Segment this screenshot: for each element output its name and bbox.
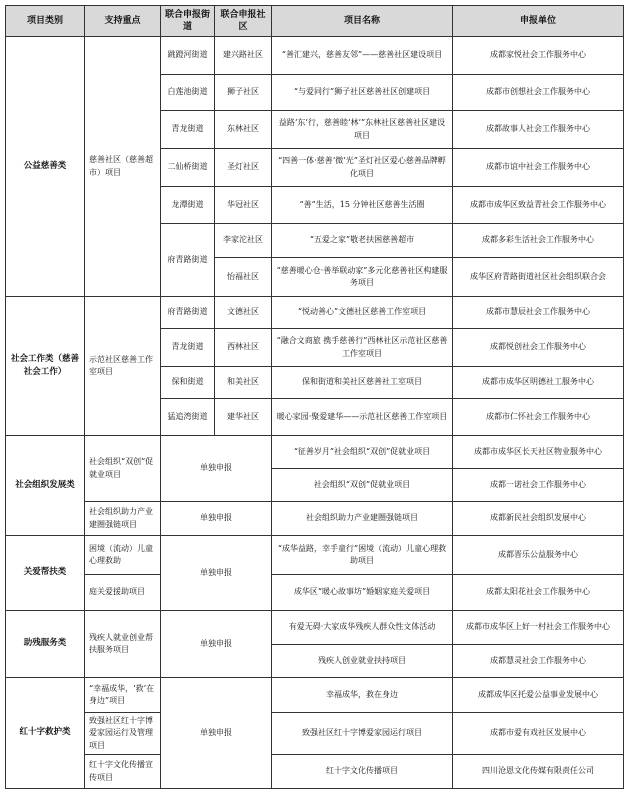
street-cell: 保和街道 [161,367,215,399]
header-category: 项目类别 [6,6,85,37]
project-cell: 残疾人创业就业扶持项目 [272,645,453,678]
header-focus: 支持重点 [85,6,161,37]
header-community: 联合申报社区 [215,6,272,37]
unit-cell: 成都晋乐公益服务中心 [453,536,624,575]
joint-cell: 单独申报 [161,678,272,789]
table-row [6,678,624,713]
project-cell: 有爱无碍·大家成华残疾人群众性文体活动 [272,611,453,645]
unit-cell: 成都悦创社会工作服务中心 [453,329,624,367]
project-cell: 社会组织“双创”促就业项目 [272,469,453,502]
unit-cell: 成都成华区托爱公益事业发展中心 [453,678,624,713]
unit-cell: 成都市成华区上好一村社会工作服务中心 [453,611,624,645]
unit-cell: 成都市成华区长天社区物业服务中心 [453,436,624,469]
unit-cell: 成都市谊中社会工作服务中心 [453,149,624,187]
project-cell: “四善一体·慈善‘微’光”圣灯社区爱心慈善品牌孵化项目 [272,149,453,187]
table-row [6,536,624,575]
table-row [6,37,624,75]
street-cell: 跳蹬河街道 [161,37,215,75]
unit-cell: 成都市成华区明德社工服务中心 [453,367,624,399]
unit-cell: 成都新民社会组织发展中心 [453,502,624,536]
unit-cell: 成都市爱有戏社区发展中心 [453,713,624,755]
header-row [6,6,624,37]
project-cell: “成华益路，幸手童行”困境（流动）儿童心理救助项目 [272,536,453,575]
category-cell: 社会工作类（慈善社会工作） [6,297,85,436]
unit-cell: 成都市创想社会工作服务中心 [453,75,624,111]
community-cell: 西林社区 [215,329,272,367]
project-cell: 红十字文化传播项目 [272,755,453,789]
project-cell: 成华区“暖心故事坊”婚姻家庭关爱项目 [272,575,453,611]
focus-cell: 社会组织“双创”促就业项目 [85,436,161,502]
table-row [6,611,624,645]
project-cell: “慈善暖心仓·善举联动家”多元化慈善社区构建服务项目 [272,258,453,297]
project-cell: “善”生活，15 分钟社区慈善生活圈 [272,187,453,224]
community-cell: 李家沱社区 [215,224,272,258]
project-cell: “悦动善心”文德社区慈善工作室项目 [272,297,453,329]
project-cell: “征善岁月”社会组织“双创”促就业项目 [272,436,453,469]
street-cell: 二仙桥街道 [161,149,215,187]
joint-cell: 单独申报 [161,436,272,502]
focus-cell: 社会组织助力产业建圈强链项目 [85,502,161,536]
street-cell: 府青路街道 [161,297,215,329]
community-cell: 和美社区 [215,367,272,399]
focus-cell: 致强社区红十字博爱家园运行及管理项目 [85,713,161,755]
header-street: 联合申报街道 [161,6,215,37]
project-cell: “善汇建兴，慈善友邻”——慈善社区建设项目 [272,37,453,75]
community-cell: 华冠社区 [215,187,272,224]
table-row [6,502,624,536]
table-row [6,713,624,755]
focus-cell: “幸福成华，‘救’在身边”项目 [85,678,161,713]
community-cell: 东林社区 [215,111,272,149]
street-cell: 白莲池街道 [161,75,215,111]
table-row [6,575,624,611]
joint-cell: 单独申报 [161,536,272,611]
project-cell: “与爱同行”狮子社区慈善社区创建项目 [272,75,453,111]
focus-cell: 残疾人就业创业帮扶服务项目 [85,611,161,678]
project-cell: 暖心家园·聚爱建华——示范社区慈善工作室项目 [272,399,453,436]
unit-cell: 成都故事人社会工作服务中心 [453,111,624,149]
street-cell: 龙潭街道 [161,187,215,224]
street-cell: 青龙街道 [161,111,215,149]
project-cell: 幸福成华，救在身边 [272,678,453,713]
community-cell: 建兴路社区 [215,37,272,75]
project-cell: “五爱之家”敬老扶困慈善超市 [272,224,453,258]
unit-cell: 成都太阳花社会工作服务中心 [453,575,624,611]
table-row [6,436,624,469]
unit-cell: 成都市慧辰社会工作服务中心 [453,297,624,329]
community-cell: 狮子社区 [215,75,272,111]
project-cell: 社会组织助力产业建圈强链项目 [272,502,453,536]
category-cell: 红十字救护类 [6,678,85,789]
table-row [6,755,624,789]
project-cell: 致强社区红十字博爱家园运行项目 [272,713,453,755]
category-cell: 社会组织发展类 [6,436,85,536]
unit-cell: 成都家悦社会工作服务中心 [453,37,624,75]
category-cell: 助残服务类 [6,611,85,678]
category-cell: 关爱帮扶类 [6,536,85,611]
focus-cell: 庭关爱援助项目 [85,575,161,611]
project-cell: “融合文商旅 携手慈善行”西林社区示范社区慈善工作室项目 [272,329,453,367]
community-cell: 怡福社区 [215,258,272,297]
header-unit: 申报单位 [453,6,624,37]
joint-cell: 单独申报 [161,611,272,678]
header-project: 项目名称 [272,6,453,37]
unit-cell: 成都多彩生活社会工作服务中心 [453,224,624,258]
street-cell: 府青路街道 [161,224,215,297]
unit-cell: 成华区府青路街道社区社会组织联合会 [453,258,624,297]
unit-cell: 成都慧灵社会工作服务中心 [453,645,624,678]
street-cell: 猛追湾街道 [161,399,215,436]
community-cell: 建华社区 [215,399,272,436]
street-cell: 青龙街道 [161,329,215,367]
focus-cell: 红十字文化传播宣传项目 [85,755,161,789]
unit-cell: 成都市成华区致益青社会工作服务中心 [453,187,624,224]
focus-cell: 示范社区慈善工作室项目 [85,297,161,436]
unit-cell: 成都一诺社会工作服务中心 [453,469,624,502]
focus-cell: 困境（流动）儿童心理救助 [85,536,161,575]
project-table [5,5,624,789]
joint-cell: 单独申报 [161,502,272,536]
table-row [6,297,624,329]
category-cell: 公益慈善类 [6,37,85,297]
unit-cell: 四川沧恩文化传媒有限责任公司 [453,755,624,789]
unit-cell: 成都市仁怀社会工作服务中心 [453,399,624,436]
community-cell: 文德社区 [215,297,272,329]
project-cell: 益路‘东’行，慈善睦‘林’”东林社区慈善社区建设项目 [272,111,453,149]
project-cell: 保和街道和美社区慈善社工室项目 [272,367,453,399]
focus-cell: 慈善社区（慈善超市）项目 [85,37,161,297]
community-cell: 圣灯社区 [215,149,272,187]
